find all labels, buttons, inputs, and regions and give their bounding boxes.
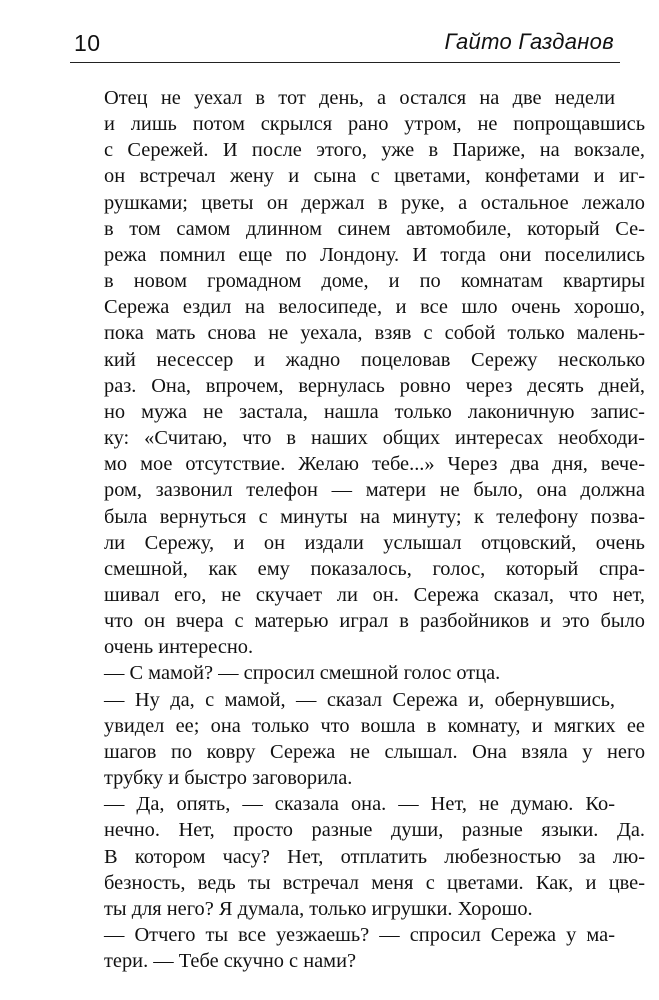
- text-line: очень интересно.: [104, 636, 254, 659]
- text-line: трубку и быстро заговорила.: [104, 767, 353, 790]
- text-line: шагов по ковру Сережа не слышал. Она взяла у него: [104, 740, 646, 763]
- paragraph: [74, 660, 615, 686]
- text-line: нечно. Нет, просто разные души, разные языки. Да.: [104, 819, 646, 842]
- text-line: он встречал жену и сына с цветами, конфетами и иг-: [104, 165, 646, 188]
- text-line: — Ну да, с мамой, — сказал Сережа и, обернувшись,: [104, 688, 616, 711]
- text-line: и лишь потом скрылся рано утром, не попрощавшись: [104, 113, 646, 136]
- body-text: [74, 85, 646, 974]
- text-line: смешной, как ему показалось, голос, который спра-: [104, 557, 645, 580]
- text-line: шивал его, не скучает ли он. Сережа сказал, что нет,: [104, 583, 646, 606]
- text-line: Сережа ездил на велосипеде, и все шло очень хорошо,: [104, 296, 645, 319]
- paragraph: [74, 687, 646, 792]
- text-line: режа помнил еще по Лондону. И тогда они поселились: [104, 243, 645, 266]
- text-line: ты для него? Я думала, только игрушки. Хорошо.: [104, 897, 533, 920]
- text-line: — Да, опять, — сказала она. — Нет, не думаю. Ко-: [104, 793, 615, 816]
- text-line: в новом громадном доме, и по комнатам квартиры: [104, 270, 645, 293]
- text-line: безность, ведь ты встречал меня с цветами. Как, и цве-: [104, 871, 645, 894]
- paragraph: [74, 922, 615, 974]
- text-line: но мужа не застала, нашла только лаконичную запис-: [104, 400, 645, 423]
- running-head: [70, 24, 620, 60]
- text-line: ку: «Считаю, что в наших общих интересах необходи-: [104, 427, 645, 450]
- text-line: тери. — Тебе скучно с нами?: [104, 950, 357, 973]
- page-number: 10: [74, 30, 101, 56]
- running-head-author: Гайто Газданов: [444, 29, 614, 54]
- text-line: в том самом длинном синем автомобиле, который Се-: [104, 217, 645, 240]
- paragraph: [74, 791, 646, 922]
- header-rule: [70, 62, 620, 63]
- text-line: В котором часу? Нет, отплатить любезностью за лю-: [104, 845, 646, 868]
- paragraph: [74, 85, 646, 660]
- text-line: раз. Она, впрочем, вернулась ровно через десять дней,: [104, 374, 645, 397]
- text-line: ли Сережу, и он издали услышал отцовский, очень: [104, 531, 645, 554]
- text-line: Отец не уехал в тот день, а остался на две недели: [104, 87, 616, 109]
- text-line: — Отчего ты все уезжаешь? — спросил Сережа у ма-: [104, 924, 615, 946]
- text-line: — С мамой? — спросил смешной голос отца.: [104, 662, 501, 685]
- text-line: пока мать снова не уехала, взяв с собой только малень-: [104, 322, 646, 345]
- text-line: увидел ее; она только что вошла в комнату, и мягких ее: [104, 714, 645, 737]
- text-line: с Сережей. И после этого, уже в Париже, на вокзале,: [104, 139, 645, 162]
- text-line: мо мое отсутствие. Желаю тебе...» Через два дня, вече-: [104, 453, 646, 476]
- text-line: кий несессер и жадно поцеловав Сережу несколько: [104, 348, 646, 371]
- text-line: рушками; цветы он держал в руке, а остальное лежало: [104, 191, 645, 214]
- text-line: ром, зазвонил телефон — матери не было, она должна: [104, 479, 645, 502]
- text-line: была вернуться с минуты на минуту; к телефону позва-: [104, 505, 645, 528]
- text-line: что он вчера с матерью играл в разбойников и это было: [104, 610, 645, 633]
